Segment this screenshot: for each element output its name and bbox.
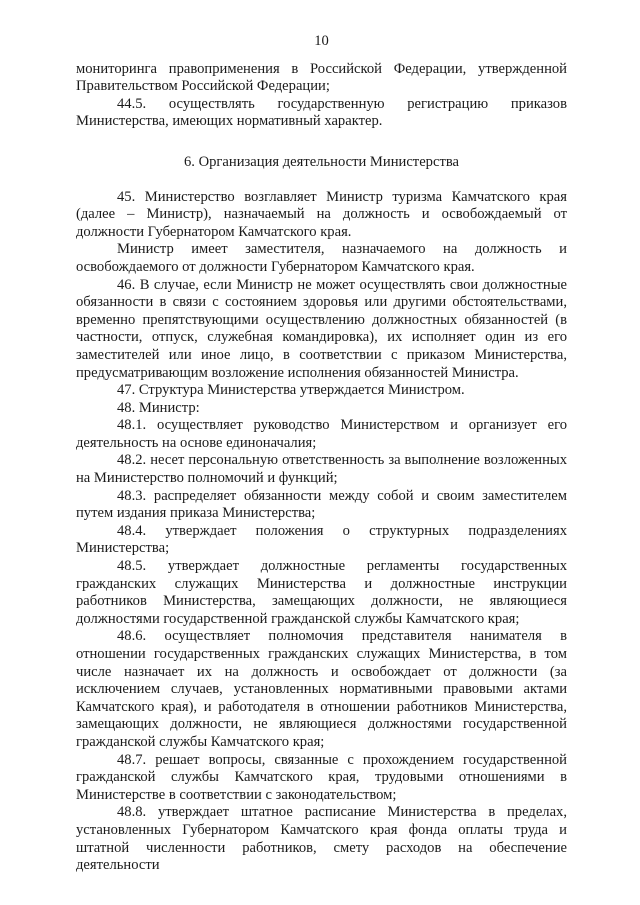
paragraph: 48.7. решает вопросы, связанные с прохождением государственной гражданской службы Камчатского края, трудовыми отношениями в Министерстве в соответствии с законодательством;: [76, 751, 567, 803]
paragraphs-before: [76, 61, 567, 131]
paragraph: мониторинга правоприменения в Российской Федерации, утвержденной Правительством Российской Федерации;: [76, 60, 567, 95]
section-body: [76, 189, 567, 875]
page-number: 10: [314, 33, 329, 49]
paragraph: 48.2. несет персональную ответственность за выполнение возложенных на Министерство полномочий и функций;: [76, 452, 567, 487]
paragraph: 45. Министерство возглавляет Министр туризма Камчатского края (далее – Министр), назначаемый на должность и освобождаемый от должности Губернатором Камчатского края.: [76, 188, 567, 240]
paragraph: 48. Министр:: [117, 399, 200, 416]
paragraph: 48.3. распределяет обязанности между собой и своим заместителем путем издания приказа Министерства;: [76, 487, 567, 522]
paragraph: 46. В случае, если Министр не может осуществлять свои должностные обязанности в связи с состоянием здоровья или другими обстоятельствами, временно препятствующими осуществлению должностных обязанностей (в частности, отпуск, служебная командировка), их исполняет один из его заместителей или иное лицо, в соответствии с приказом Министерства, предусматривающим возложение исполнения обязанностей Министра.: [76, 276, 567, 381]
paragraph: 48.4. утверждает положения о структурных подразделениях Министерства;: [76, 522, 567, 557]
section-title: 6. Организация деятельности Министерства: [184, 153, 459, 170]
paragraph: 48.5. утверждает должностные регламенты государственных гражданских служащих Министерства и должностные инструкции работников Министерства, замещающих должности, не являющиеся должностями государственной гражданской службы Камчатского края;: [76, 558, 567, 627]
paragraph: 48.6. осуществляет полномочия представителя нанимателя в отношении государственных гражданских служащих Министерства, в том числе назначает их на должность и освобождает от должности (за исключением случаев, установленных нормативными правовыми актами Камчатского края), и работодателя в отношении работников Министерства, замещающих должности, не являющиеся должностями государственной гражданской службы Камчатского края;: [76, 628, 567, 750]
paragraph: 48.1. осуществляет руководство Министерством и организует его деятельность на основе единоначалия;: [76, 417, 567, 451]
paragraph: 44.5. осуществлять государственную регистрацию приказов Министерства, имеющих нормативный характер.: [76, 95, 567, 130]
paragraph: Министр имеет заместителя, назначаемого на должность и освобождаемого от должности Губернатором Камчатского края.: [76, 241, 567, 275]
paragraph: 48.8. утверждает штатное расписание Министерства в пределах, установленных Губернатором Камчатского края фонда оплаты труда и штатной численности работников, смету расходов на обеспечение деятельности: [76, 804, 567, 874]
paragraph: 47. Структура Министерства утверждается Министром.: [117, 382, 465, 399]
